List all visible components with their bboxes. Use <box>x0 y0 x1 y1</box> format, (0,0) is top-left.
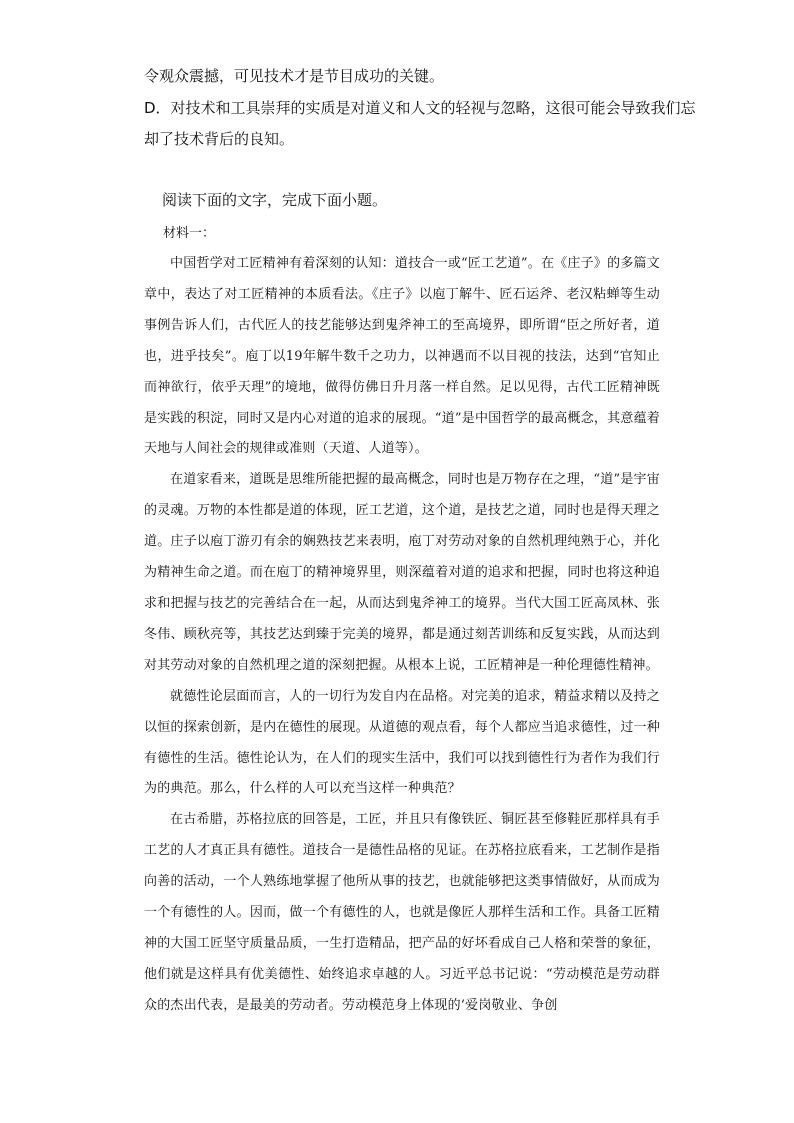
material-article <box>144 249 660 1022</box>
option-d-line-2: 却了技术背后的良知。 <box>144 130 295 148</box>
option-d-line-1: D．对技术和工具崇拜的实质是对道义和人文的轻视与忽略，这很可能会导致我们忘 <box>144 99 696 117</box>
article-paragraph: 在道家看来，道既是思维所能把握的最高概念，同时也是万物存在之理，“道”是宇宙的灵魂。万物的本性都是道的体现，匠工艺道，这个道，是技艺之道，同时也是得天理之道。庄子以庖丁游刃有余的娴熟技艺来表明，庖丁对劳动对象的自然机理纯熟于心，并化为精神生命之道。而在庖丁的精神境界里，则深蕴着对道的追求和把握，同时也将这种追求和把握与技艺的完善结合在一起，从而达到鬼斧神工的境界。当代大国工匠高凤林、张冬伟、顾秋亮等，其技艺达到臻于完美的境界，都是通过刻苦训练和反复实践，从而达到对其劳动对象的自然机理之道的深刻把握。从根本上说，工匠精神是一种伦理德性精神。 <box>144 472 660 673</box>
option-c-tail: 令观众震撼，可见技术才是节目成功的关键。 <box>144 67 445 85</box>
reading-instruction: 阅读下面的文字，完成下面小题。 <box>162 191 388 209</box>
article-paragraph: 就德性论层面而言，人的一切行为发自内在品格。对完美的追求，精益求精以及持之以恒的探索创新，是内在德性的展现。从道德的观点看，每个人都应当追求德性，过一种有德性的生活。德性论认为，在人们的现实生活中，我们可以找到德性行为者作为我们行为的典范。那么，什么样的人可以充当这样一种典范？ <box>144 688 660 797</box>
article-paragraph: 在古希腊，苏格拉底的回答是，工匠，并且只有像铁匠、铜匠甚至修鞋匠那样具有手工艺的人才真正具有德性。道技合一是德性品格的见证。在苏格拉底看来，工艺制作是指向善的活动，一个人熟练地掌握了他所从事的技艺，也就能够把这类事情做好，从而成为一个有德性的人。因而，做一个有德性的人，也就是像匠人那样生活和工作。具备工匠精神的大国工匠坚守质量品质，一生打造精品，把产品的好坏看成自己人格和荣誉的象征，他们就是这样具有优美德性、始终追求卓越的人。习近平总书记说：“劳动模范是劳动群众的杰出代表，是最美的劳动者。劳动模范身上体现的‘爱岗敬业、争创 <box>144 812 660 1013</box>
material-label: 材料一： <box>163 226 216 241</box>
article-paragraph: 中国哲学对工匠精神有着深刻的认知：道技合一或“匠工艺道”。在《庄子》的多篇文章中，表达了对工匠精神的本质看法。《庄子》以庖丁解牛、匠石运斧、老汉粘蝉等生动事例告诉人们，古代匠人的技艺能够达到鬼斧神工的至高境界，即所谓“臣之所好者，道也，进乎技矣”。庖丁以19年解牛数千之功力，以神遇而不以目视的技法，达到“官知止而神欲行，依乎天理”的境地，做得仿佛日升月落一样自然。足以见得，古代工匠精神既是实践的积淀，同时又是内心对道的追求的展现。“道”是中国哲学的最高概念，其意蕴着天地与人间社会的规律或准则（天道、人道等）。 <box>144 256 660 457</box>
